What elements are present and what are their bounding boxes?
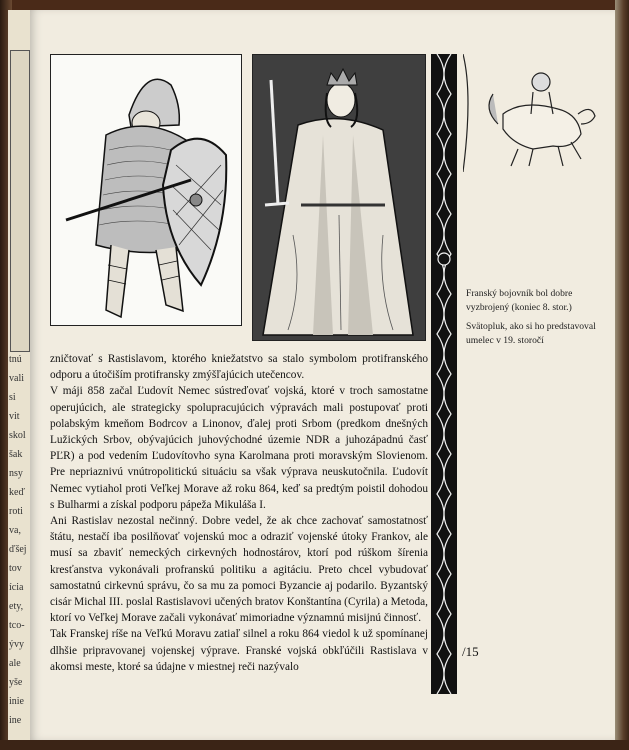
previous-page-text-fragments: tnú vali si vit skol šak nsy keď roti va, ďšej tov ícia ety, tco- ývy ale yše inie ine (9, 354, 27, 726)
previous-page-edge (8, 10, 31, 745)
main-text-column (50, 351, 428, 675)
svatopluk-engraving (253, 55, 425, 340)
frankish-warrior-illustration (50, 54, 242, 326)
horseman-sketch (463, 54, 603, 172)
horseman-drawing (463, 54, 603, 172)
book-bottom-edge (0, 740, 629, 750)
caption-frankish-warrior: Franský bojovník bol dobre vyzbrojený (koniec 8. stor.) (466, 288, 573, 313)
paragraph: zničtovať s Rastislavom, ktorého kniežatstvo sa stalo symbolom protifranského odporu a útočiším protifransky zmýšľajúcich utečencov. (50, 353, 428, 382)
page-number: /15 (462, 644, 479, 659)
svatopluk-illustration (252, 54, 426, 341)
caption-svatopluk: Svätopluk, ako si ho predstavoval umelec v 19. storočí (466, 321, 596, 346)
paragraph: Tak Franskej ríše na Veľkú Moravu zatiaľ silnel a roku 864 viedol k už spomínanej dlhšie pripravovanej vojenskej výprave. Franské vojská obkľúčili Rastislava v akomsi meste, ktoré sa údajne v miestnej reči nazývalo (50, 628, 428, 673)
book-page (30, 10, 615, 740)
frankish-warrior-drawing (51, 55, 241, 325)
previous-page-map-fragment (10, 50, 30, 352)
decorative-border-ornament (431, 54, 457, 694)
paragraph: Ani Rastislav nezostal nečinný. Dobre vedel, že ak chce zachovať samostatnosť štátu, nestačí iba posilňovať vojenskú moc a odraziť vojenské útoky Frankov, ale musí sa zbaviť nemeckých cirkevných hodnostárov, ktorí pod rúškom šírenia kresťanstva vykonávali profranskú politiku a agitáciu. Preto chcel vybudovať samostatnú cirkevnú správu, čo sa mu za pomoci Byzancie aj podarilo. Byzantský cisár Michal III. poslal Rastislavovi učených bratov Konštantína (Cyrila) a Metoda, ktorí vo Veľkej Morave začali vykonávať mimoriadne významnú misijnú činnosť. (50, 515, 428, 625)
book-right-edge (615, 0, 629, 750)
paragraph: V máji 858 začal Ľudovít Nemec sústreďovať vojská, ktoré v troch samostatne operujúcich, ale strategicky spolupracujúcich výpravách mali postupovať proti polabským kmeňom Bodrcov a Linonov, ďalej proti Srbom (predkom dnešných Lužických Srbov, obývajúcich juhovýchodné územie NDR a juhozápadnú časť PĽR) a pod vedením Ľudovítovho syna Karolmana proti moravským Slovienom. Pre nepriaznivú vnútropolitickú situáciu sa však výprava neuskutočnila. Ľudovít Nemec vytiahol proti Veľkej Morave až roku 864, keď sa predtým poistil dohodou s Bulharmi a získal podporu pápeža Mikuláša I. (50, 385, 428, 511)
